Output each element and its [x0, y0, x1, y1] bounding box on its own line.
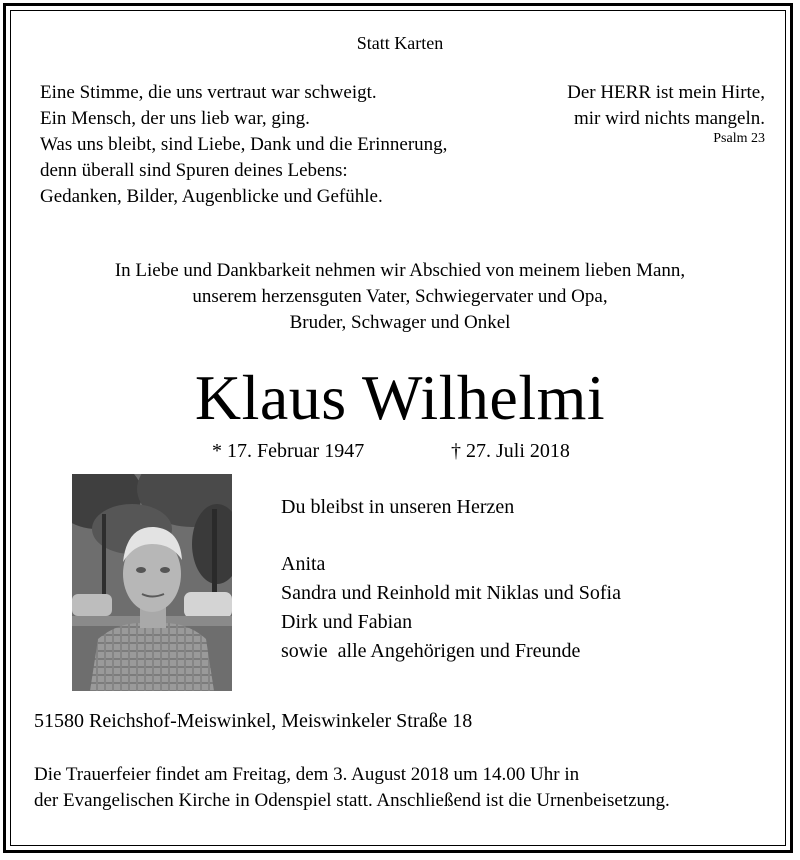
intro-text	[0, 258, 800, 336]
poem-line: Gedanken, Bilder, Augenblicke und Gefühle.	[40, 186, 383, 207]
portrait-photo	[72, 474, 232, 691]
death-date: † 27. Juli 2018	[451, 440, 570, 462]
service-line: Die Trauerfeier findet am Freitag, dem 3. August 2018 um 14.00 Uhr in	[34, 764, 580, 785]
intro-line: Bruder, Schwager und Onkel	[289, 312, 511, 333]
psalm-line: Der HERR ist mein Hirte,	[567, 82, 765, 103]
intro-line: unserem herzensguten Vater, Schwiegervater und Opa,	[192, 286, 608, 307]
poem-line: denn überall sind Spuren deines Lebens:	[40, 160, 348, 181]
intro-line: In Liebe und Dankbarkeit nehmen wir Abschied von meinem lieben Mann,	[114, 260, 686, 281]
poem-line: Eine Stimme, die uns vertraut war schweigt.	[40, 82, 377, 103]
birth-date: * 17. Februar 1947	[212, 440, 365, 462]
mourner-line: Anita	[281, 553, 326, 575]
psalm-line: mir wird nichts mangeln.	[573, 108, 765, 129]
mourner-line: Sandra und Reinhold mit Niklas und Sofia	[281, 582, 621, 604]
poem-line: Ein Mensch, der uns lieb war, ging.	[40, 108, 310, 129]
address: 51580 Reichshof-Meiswinkel, Meiswinkeler Straße 18	[34, 710, 473, 732]
poem	[40, 80, 447, 210]
service-line: der Evangelischen Kirche in Odenspiel statt. Anschließend ist die Urnenbeisetzung.	[34, 790, 670, 811]
psalm-quote	[567, 80, 765, 132]
mourner-line: Dirk und Fabian	[281, 611, 413, 633]
mourners-list	[281, 550, 621, 666]
poem-line: Was uns bleibt, sind Liebe, Dank und die Erinnerung,	[40, 134, 448, 155]
deceased-name: Klaus Wilhelmi	[194, 362, 606, 433]
portrait-photo-drawing	[72, 474, 232, 691]
farewell-line: Du bleibst in unseren Herzen	[281, 496, 515, 518]
service-info	[34, 762, 670, 814]
mourner-line: sowie alle Angehörigen und Freunde	[281, 640, 581, 662]
header-statt-karten: Statt Karten	[356, 33, 444, 53]
psalm-reference: Psalm 23	[713, 131, 765, 146]
